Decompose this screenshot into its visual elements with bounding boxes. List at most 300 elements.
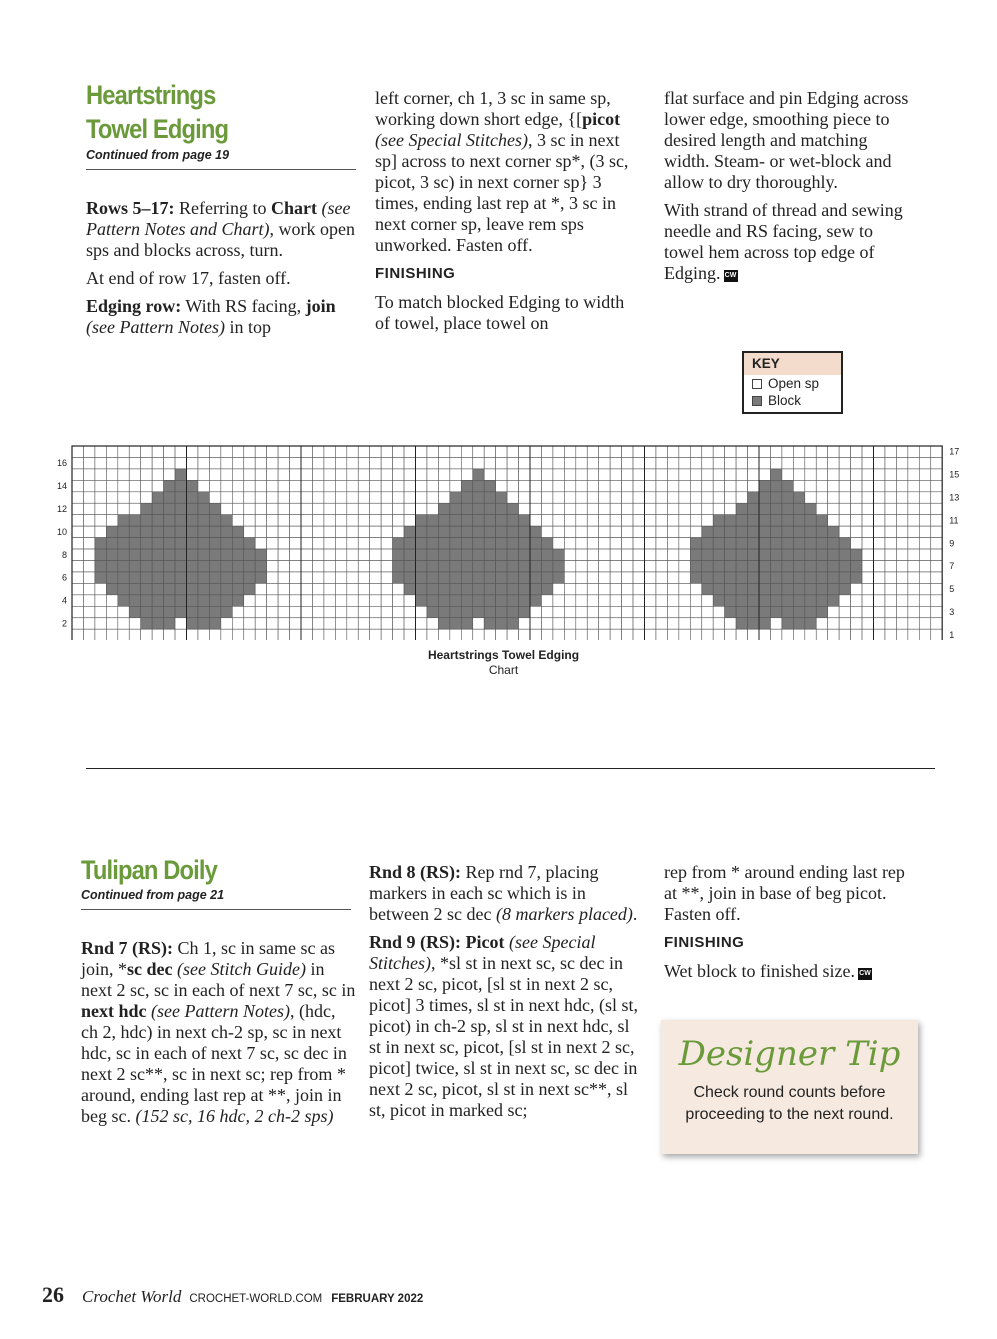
open-cell xyxy=(770,618,781,629)
block-cell xyxy=(736,526,747,537)
open-cell xyxy=(874,583,885,594)
page-number: 26 xyxy=(42,1282,64,1307)
open-cell xyxy=(152,469,163,480)
block-cell xyxy=(816,572,827,583)
open-cell xyxy=(381,457,392,468)
block-cell xyxy=(175,561,186,572)
open-cell xyxy=(885,446,896,457)
open-cell xyxy=(667,606,678,617)
open-cell xyxy=(725,457,736,468)
open-cell xyxy=(416,503,427,514)
block-cell xyxy=(473,469,484,480)
open-cell xyxy=(129,469,140,480)
open-cell xyxy=(404,515,415,526)
open-cell xyxy=(312,549,323,560)
open-cell xyxy=(816,629,827,640)
open-cell xyxy=(232,606,243,617)
open-cell xyxy=(519,503,530,514)
open-cell xyxy=(347,469,358,480)
open-cell xyxy=(278,583,289,594)
open-cell xyxy=(713,457,724,468)
block-cell xyxy=(496,515,507,526)
open-cell xyxy=(312,618,323,629)
open-cell xyxy=(633,629,644,640)
block-cell xyxy=(473,572,484,583)
open-cell xyxy=(106,595,117,606)
open-cell xyxy=(599,538,610,549)
open-cell xyxy=(324,572,335,583)
open-cell xyxy=(129,503,140,514)
block-cell xyxy=(725,583,736,594)
open-cell xyxy=(198,480,209,491)
block-cell xyxy=(725,538,736,549)
open-cell xyxy=(324,503,335,514)
block-cell xyxy=(770,538,781,549)
row-label-right: 7 xyxy=(949,561,955,572)
block-cell xyxy=(496,503,507,514)
open-cell xyxy=(358,538,369,549)
open-cell xyxy=(312,561,323,572)
open-cell xyxy=(919,469,930,480)
block-cell xyxy=(416,595,427,606)
open-cell xyxy=(381,469,392,480)
open-cell xyxy=(748,446,759,457)
open-cell xyxy=(828,629,839,640)
block-cell xyxy=(541,583,552,594)
open-cell xyxy=(358,561,369,572)
open-cell xyxy=(667,583,678,594)
open-cell xyxy=(759,446,770,457)
block-cell xyxy=(416,526,427,537)
block-cell xyxy=(839,538,850,549)
open-cell xyxy=(919,457,930,468)
open-cell xyxy=(793,446,804,457)
block-cell xyxy=(427,595,438,606)
open-cell xyxy=(95,606,106,617)
rnd9-paragraph: Rnd 9 (RS): Picot (see Special Stitches), *sl st in next sc, sc dec in next 2 sc, picot, [sl st in next 2 sc, picot] 3 times, sl st in next hdc, (sl st, picot) in ch-2 sp, sl st in next hdc, sl st in next sc, picot, [sl st in next 2 sc, picot] twice, sl st in next sc, sc dec in next 2 sc, picot, sl st in next sc**, sl st, picot in marked sc; xyxy=(369,932,638,1120)
open-cell xyxy=(72,526,83,537)
open-cell xyxy=(461,629,472,640)
open-cell xyxy=(72,583,83,594)
open-cell xyxy=(645,503,656,514)
block-cell xyxy=(450,583,461,594)
open-cell xyxy=(908,572,919,583)
open-cell xyxy=(839,618,850,629)
open-cell xyxy=(656,549,667,560)
block-cell xyxy=(851,572,862,583)
block-cell xyxy=(519,538,530,549)
block-cell xyxy=(770,480,781,491)
open-cell xyxy=(587,503,598,514)
open-cell xyxy=(301,446,312,457)
block-cell xyxy=(450,595,461,606)
open-cell xyxy=(164,446,175,457)
block-cell xyxy=(198,572,209,583)
open-cell xyxy=(255,480,266,491)
open-cell xyxy=(576,618,587,629)
open-cell xyxy=(427,629,438,640)
open-cell xyxy=(702,515,713,526)
block-cell xyxy=(702,583,713,594)
block-cell xyxy=(209,515,220,526)
open-cell xyxy=(690,446,701,457)
open-cell xyxy=(862,561,873,572)
open-cell xyxy=(244,446,255,457)
open-cell xyxy=(393,606,404,617)
block-cell xyxy=(507,503,518,514)
open-cell xyxy=(885,606,896,617)
open-cell xyxy=(599,561,610,572)
open-cell xyxy=(312,503,323,514)
row-label-left: 6 xyxy=(61,572,67,583)
block-cell xyxy=(770,606,781,617)
open-cell xyxy=(72,549,83,560)
block-cell xyxy=(816,549,827,560)
block-cell xyxy=(232,583,243,594)
block-cell xyxy=(106,583,117,594)
open-cell xyxy=(404,469,415,480)
open-cell xyxy=(610,503,621,514)
open-cell xyxy=(278,526,289,537)
open-cell xyxy=(874,561,885,572)
open-cell xyxy=(610,469,621,480)
open-cell xyxy=(828,446,839,457)
open-cell xyxy=(290,457,301,468)
block-cell xyxy=(187,561,198,572)
block-cell xyxy=(427,583,438,594)
open-cell xyxy=(690,492,701,503)
block-cell xyxy=(106,549,117,560)
open-cell xyxy=(370,538,381,549)
open-cell xyxy=(370,492,381,503)
open-cell xyxy=(851,629,862,640)
block-cell xyxy=(187,515,198,526)
open-cell xyxy=(301,492,312,503)
title-rule xyxy=(86,169,356,170)
block-cell xyxy=(129,538,140,549)
block-cell xyxy=(828,538,839,549)
open-cell xyxy=(667,515,678,526)
open-cell xyxy=(530,480,541,491)
block-cell xyxy=(187,572,198,583)
block-cell xyxy=(793,549,804,560)
block-cell xyxy=(438,538,449,549)
open-cell xyxy=(301,480,312,491)
open-cell xyxy=(347,629,358,640)
block-cell xyxy=(198,606,209,617)
block-cell xyxy=(232,595,243,606)
open-cell xyxy=(83,629,94,640)
block-cell xyxy=(209,618,220,629)
open-cell xyxy=(244,618,255,629)
open-cell xyxy=(312,492,323,503)
open-cell xyxy=(83,515,94,526)
open-cell xyxy=(839,492,850,503)
block-cell xyxy=(736,572,747,583)
block-cell xyxy=(736,503,747,514)
open-cell xyxy=(507,629,518,640)
open-cell xyxy=(587,583,598,594)
open-cell xyxy=(839,515,850,526)
block-cell xyxy=(702,538,713,549)
open-cell xyxy=(553,446,564,457)
block-cell xyxy=(221,538,232,549)
open-cell xyxy=(564,549,575,560)
open-cell xyxy=(267,503,278,514)
block-cell xyxy=(736,549,747,560)
block-cell xyxy=(438,606,449,617)
row-label-right: 3 xyxy=(949,607,955,618)
block-cell xyxy=(541,561,552,572)
open-cell xyxy=(404,480,415,491)
open-cell xyxy=(244,526,255,537)
open-cell xyxy=(633,538,644,549)
block-cell xyxy=(152,515,163,526)
open-cell xyxy=(656,526,667,537)
open-cell xyxy=(358,457,369,468)
open-cell xyxy=(816,492,827,503)
block-cell xyxy=(164,526,175,537)
open-cell xyxy=(106,515,117,526)
open-cell xyxy=(931,606,942,617)
open-cell xyxy=(541,526,552,537)
open-cell xyxy=(404,457,415,468)
open-cell xyxy=(931,595,942,606)
block-cell xyxy=(519,549,530,560)
block-cell xyxy=(232,561,243,572)
open-cell xyxy=(141,446,152,457)
block-cell xyxy=(198,549,209,560)
open-cell xyxy=(427,503,438,514)
open-cell xyxy=(828,457,839,468)
open-cell xyxy=(839,480,850,491)
open-cell xyxy=(278,480,289,491)
open-cell xyxy=(610,538,621,549)
open-cell xyxy=(839,503,850,514)
open-cell xyxy=(656,618,667,629)
block-cell xyxy=(782,480,793,491)
edging-paragraph: Edging row: With RS facing, join (see Pattern Notes) in top xyxy=(86,296,336,337)
block-cell xyxy=(164,618,175,629)
open-cell xyxy=(530,515,541,526)
block-cell xyxy=(839,583,850,594)
block-cell xyxy=(141,595,152,606)
open-cell xyxy=(358,526,369,537)
open-cell xyxy=(255,469,266,480)
block-cell xyxy=(198,503,209,514)
block-cell xyxy=(748,595,759,606)
block-cell xyxy=(507,618,518,629)
article2-finishing-heading: FINISHING xyxy=(664,934,745,951)
open-cell xyxy=(267,480,278,491)
block-cell xyxy=(713,572,724,583)
open-cell xyxy=(209,469,220,480)
open-cell xyxy=(393,457,404,468)
open-cell xyxy=(667,503,678,514)
open-cell xyxy=(622,583,633,594)
end-mark-icon: CW xyxy=(858,968,872,980)
open-cell xyxy=(381,618,392,629)
open-cell xyxy=(702,629,713,640)
block-cell xyxy=(496,561,507,572)
open-cell xyxy=(896,457,907,468)
open-cell xyxy=(358,595,369,606)
open-cell xyxy=(725,446,736,457)
open-cell xyxy=(553,583,564,594)
open-cell xyxy=(896,595,907,606)
open-cell xyxy=(129,629,140,640)
open-cell xyxy=(599,503,610,514)
chart-title: Heartstrings Towel Edging xyxy=(427,648,580,662)
block-cell xyxy=(748,606,759,617)
block-cell xyxy=(118,538,129,549)
open-cell xyxy=(690,480,701,491)
open-cell xyxy=(828,492,839,503)
open-cell xyxy=(335,469,346,480)
open-cell xyxy=(118,629,129,640)
open-cell xyxy=(793,480,804,491)
block-cell xyxy=(553,561,564,572)
block-cell xyxy=(553,572,564,583)
blocking-paragraph: flat surface and pin Edging across lower edge, smoothing piece to desired length and matching width. Steam- or wet-block and allow to dry thoroughly. xyxy=(664,88,909,192)
open-cell xyxy=(255,618,266,629)
open-cell xyxy=(622,492,633,503)
open-cell xyxy=(874,492,885,503)
open-cell xyxy=(874,457,885,468)
open-cell xyxy=(885,618,896,629)
open-cell xyxy=(72,538,83,549)
chart-cells xyxy=(72,446,942,640)
open-cell xyxy=(141,492,152,503)
block-cell xyxy=(175,549,186,560)
open-cell xyxy=(267,469,278,480)
block-cell xyxy=(427,561,438,572)
open-cell xyxy=(312,515,323,526)
open-cell xyxy=(633,446,644,457)
open-cell xyxy=(95,595,106,606)
open-cell xyxy=(278,492,289,503)
block-cell xyxy=(416,515,427,526)
open-cell xyxy=(679,457,690,468)
open-cell xyxy=(610,492,621,503)
open-cell xyxy=(72,629,83,640)
open-cell xyxy=(896,618,907,629)
open-cell xyxy=(530,492,541,503)
article2-continued: Continued from page 21 xyxy=(81,888,225,902)
open-cell xyxy=(244,457,255,468)
open-cell xyxy=(713,618,724,629)
open-cell xyxy=(72,595,83,606)
open-cell xyxy=(244,503,255,514)
open-cell xyxy=(541,446,552,457)
block-cell xyxy=(393,572,404,583)
block-cell xyxy=(748,561,759,572)
open-cell xyxy=(587,480,598,491)
block-cell xyxy=(416,572,427,583)
open-cell xyxy=(633,492,644,503)
open-cell xyxy=(587,526,598,537)
open-cell xyxy=(851,469,862,480)
open-cell xyxy=(645,618,656,629)
block-cell xyxy=(851,549,862,560)
open-cell xyxy=(496,469,507,480)
open-cell xyxy=(438,492,449,503)
open-cell xyxy=(198,629,209,640)
open-cell xyxy=(83,503,94,514)
open-cell xyxy=(381,629,392,640)
open-cell xyxy=(278,561,289,572)
open-cell xyxy=(290,480,301,491)
open-cell xyxy=(370,606,381,617)
block-cell xyxy=(484,526,495,537)
key-title: KEY xyxy=(744,353,841,375)
block-cell xyxy=(427,606,438,617)
block-cell xyxy=(770,503,781,514)
open-cell xyxy=(656,561,667,572)
open-cell xyxy=(656,515,667,526)
open-cell xyxy=(358,480,369,491)
open-cell xyxy=(908,457,919,468)
block-cell xyxy=(782,618,793,629)
row-label-right: 9 xyxy=(949,538,955,549)
block-cell xyxy=(187,480,198,491)
open-cell xyxy=(667,549,678,560)
block-cell xyxy=(152,526,163,537)
block-cell xyxy=(244,549,255,560)
open-cell xyxy=(645,446,656,457)
open-cell xyxy=(530,503,541,514)
open-cell xyxy=(759,469,770,480)
open-cell xyxy=(244,469,255,480)
open-cell xyxy=(885,572,896,583)
block-cell xyxy=(232,549,243,560)
open-cell xyxy=(564,595,575,606)
open-cell xyxy=(255,457,266,468)
chart-subtitle: Chart xyxy=(488,663,519,677)
open-cell xyxy=(290,538,301,549)
block-cell xyxy=(221,526,232,537)
block-cell xyxy=(209,583,220,594)
open-cell xyxy=(438,480,449,491)
block-cell xyxy=(141,526,152,537)
open-cell xyxy=(908,526,919,537)
block-cell xyxy=(129,526,140,537)
open-cell xyxy=(896,583,907,594)
open-cell xyxy=(301,629,312,640)
open-cell xyxy=(564,457,575,468)
open-cell xyxy=(267,618,278,629)
open-cell xyxy=(290,561,301,572)
open-cell xyxy=(851,503,862,514)
open-cell xyxy=(312,446,323,457)
open-cell xyxy=(106,606,117,617)
block-cell xyxy=(106,538,117,549)
open-cell xyxy=(209,492,220,503)
open-cell xyxy=(702,503,713,514)
open-cell xyxy=(255,503,266,514)
open-cell xyxy=(690,503,701,514)
open-cell xyxy=(725,469,736,480)
open-cell xyxy=(164,469,175,480)
rows-paragraph: Rows 5–17: Referring to Chart (see Pattern Notes and Chart), work open sps and blocks across, turn. xyxy=(86,198,355,260)
block-cell xyxy=(484,480,495,491)
block-cell xyxy=(461,538,472,549)
open-cell xyxy=(645,629,656,640)
block-cell xyxy=(484,503,495,514)
open-cell xyxy=(404,503,415,514)
row-label-right: 5 xyxy=(949,584,955,595)
open-cell xyxy=(118,618,129,629)
